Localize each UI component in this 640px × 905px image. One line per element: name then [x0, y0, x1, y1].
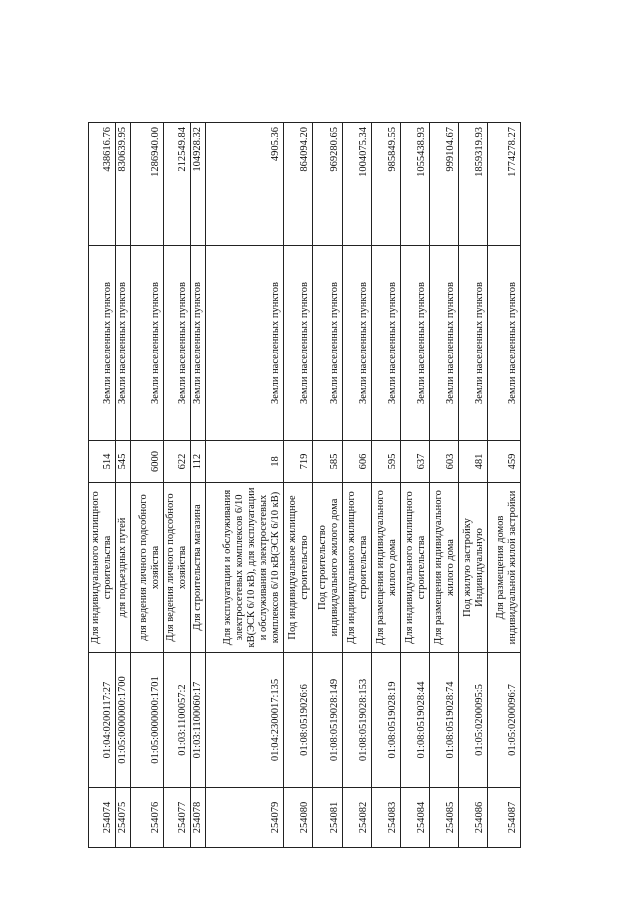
cadastral-number-cell: 01:08:0519028:19 [372, 653, 401, 788]
cadastral-value-cell: 104928.32 [191, 123, 206, 246]
area-cell: 18 [206, 441, 284, 483]
cadastral-value-cell: 4905.36 [206, 123, 284, 246]
cadastral-value-cell: 438616.76 [89, 123, 116, 246]
row-id-cell: 254085 [430, 788, 459, 848]
row-id-cell: 254078 [191, 788, 206, 848]
permitted-use-cell: Для строительства магазина [191, 483, 206, 653]
table-row [488, 123, 521, 848]
land-category-cell: Земли населенных пунктов [164, 246, 191, 441]
table-row [164, 123, 191, 848]
table-row [191, 123, 206, 848]
row-id-cell: 254084 [401, 788, 430, 848]
table-row [459, 123, 488, 848]
row-id-cell: 254082 [343, 788, 372, 848]
rotated-table-wrapper [88, 123, 519, 848]
permitted-use-cell: Под жилую застройку Индивидуальную [459, 483, 488, 653]
permitted-use-cell: Для индивидуального жилищного строительства [89, 483, 116, 653]
row-id-cell: 254075 [116, 788, 131, 848]
land-category-cell: Земли населенных пунктов [430, 246, 459, 441]
cadastral-value-cell: 1286940.00 [131, 123, 164, 246]
land-category-cell: Земли населенных пунктов [284, 246, 313, 441]
permitted-use-cell: Для размещения индивидуального жилого дома [430, 483, 459, 653]
land-category-cell: Земли населенных пунктов [191, 246, 206, 441]
cadastral-number-cell: 01:05:0200096:7 [488, 653, 521, 788]
cadastral-value-cell: 212549.84 [164, 123, 191, 246]
land-category-cell: Земли населенных пунктов [206, 246, 284, 441]
area-cell: 606 [343, 441, 372, 483]
table-row [131, 123, 164, 848]
table-row [116, 123, 131, 848]
cadastral-value-cell: 999104.67 [430, 123, 459, 246]
area-cell: 603 [430, 441, 459, 483]
cadastral-number-cell: 01:03:1100057:2 [164, 653, 191, 788]
table-body [89, 123, 521, 848]
row-id-cell: 254080 [284, 788, 313, 848]
cadastral-number-cell: 01:05:0200095:5 [459, 653, 488, 788]
area-cell: 637 [401, 441, 430, 483]
row-id-cell: 254077 [164, 788, 191, 848]
area-cell: 481 [459, 441, 488, 483]
permitted-use-cell: Для размещения домов индивидуальной жилой застройки [488, 483, 521, 653]
area-cell: 459 [488, 441, 521, 483]
cadastral-value-cell: 864094.20 [284, 123, 313, 246]
permitted-use-cell: Для эксплуатации и обслуживания электросетевых комплексов 6/10 кВ(ЭСК 6/10 кВ), для эксплуатации и обслуживания электросетевых комплексов 6/10 кВ(ЭСК 6/10 кВ) [206, 483, 284, 653]
cadastral-value-cell: 1055438.93 [401, 123, 430, 246]
permitted-use-cell: Для индивидуального жилищного строительства [401, 483, 430, 653]
cadastral-value-cell: 969280.65 [313, 123, 343, 246]
cadastral-number-cell: 01:05:0000000:1700 [116, 653, 131, 788]
area-cell: 595 [372, 441, 401, 483]
permitted-use-cell: Для индивидуального жилищного строительства [343, 483, 372, 653]
cadastral-value-cell: 830639.95 [116, 123, 131, 246]
row-id-cell: 254081 [313, 788, 343, 848]
cadastral-value-cell: 1004075.34 [343, 123, 372, 246]
table-row [343, 123, 372, 848]
cadastral-number-cell: 01:08:0519028:74 [430, 653, 459, 788]
land-category-cell: Земли населенных пунктов [116, 246, 131, 441]
cadastral-number-cell: 01:04:0200117:27 [89, 653, 116, 788]
row-id-cell: 254079 [206, 788, 284, 848]
cadastral-number-cell: 01:03:1100060:17 [191, 653, 206, 788]
permitted-use-cell: Под индивидуальное жилищное строительство [284, 483, 313, 653]
area-cell: 545 [116, 441, 131, 483]
land-category-cell: Земли населенных пунктов [488, 246, 521, 441]
area-cell: 514 [89, 441, 116, 483]
table-row [430, 123, 459, 848]
row-id-cell: 254074 [89, 788, 116, 848]
area-cell: 585 [313, 441, 343, 483]
cadastral-number-cell: 01:05:0000000:1701 [131, 653, 164, 788]
cadastral-number-cell: 01:04:2300017:135 [206, 653, 284, 788]
table-row [284, 123, 313, 848]
table-row [401, 123, 430, 848]
land-category-cell: Земли населенных пунктов [372, 246, 401, 441]
area-cell: 719 [284, 441, 313, 483]
land-category-cell: Земли населенных пунктов [401, 246, 430, 441]
land-category-cell: Земли населенных пунктов [89, 246, 116, 441]
cadastral-number-cell: 01:08:0519028:149 [313, 653, 343, 788]
cadastral-value-cell: 1774278.27 [488, 123, 521, 246]
land-category-cell: Земли населенных пунктов [313, 246, 343, 441]
permitted-use-cell: для ведения личного подсобного хозяйства [131, 483, 164, 653]
area-cell: 112 [191, 441, 206, 483]
table-row [313, 123, 343, 848]
table-row [372, 123, 401, 848]
area-cell: 622 [164, 441, 191, 483]
area-cell: 6000 [131, 441, 164, 483]
cadastral-number-cell: 01:08:0519028:153 [343, 653, 372, 788]
permitted-use-cell: Для ведения личного подсобного хозяйства [164, 483, 191, 653]
cadastral-number-cell: 01:08:0519026:6 [284, 653, 313, 788]
cadastral-value-cell: 985849.55 [372, 123, 401, 246]
table-row [206, 123, 284, 848]
row-id-cell: 254083 [372, 788, 401, 848]
land-category-cell: Земли населенных пунктов [131, 246, 164, 441]
row-id-cell: 254076 [131, 788, 164, 848]
table-row [89, 123, 116, 848]
cadastral-number-cell: 01:08:0519028:44 [401, 653, 430, 788]
land-plots-table [88, 122, 521, 848]
land-category-cell: Земли населенных пунктов [343, 246, 372, 441]
cadastral-value-cell: 1859319.93 [459, 123, 488, 246]
row-id-cell: 254087 [488, 788, 521, 848]
land-category-cell: Земли населенных пунктов [459, 246, 488, 441]
permitted-use-cell: для подъездных путей [116, 483, 131, 653]
row-id-cell: 254086 [459, 788, 488, 848]
permitted-use-cell: Под строительство индивидуального жилого дома [313, 483, 343, 653]
permitted-use-cell: Для размещения индивидуального жилого дома [372, 483, 401, 653]
